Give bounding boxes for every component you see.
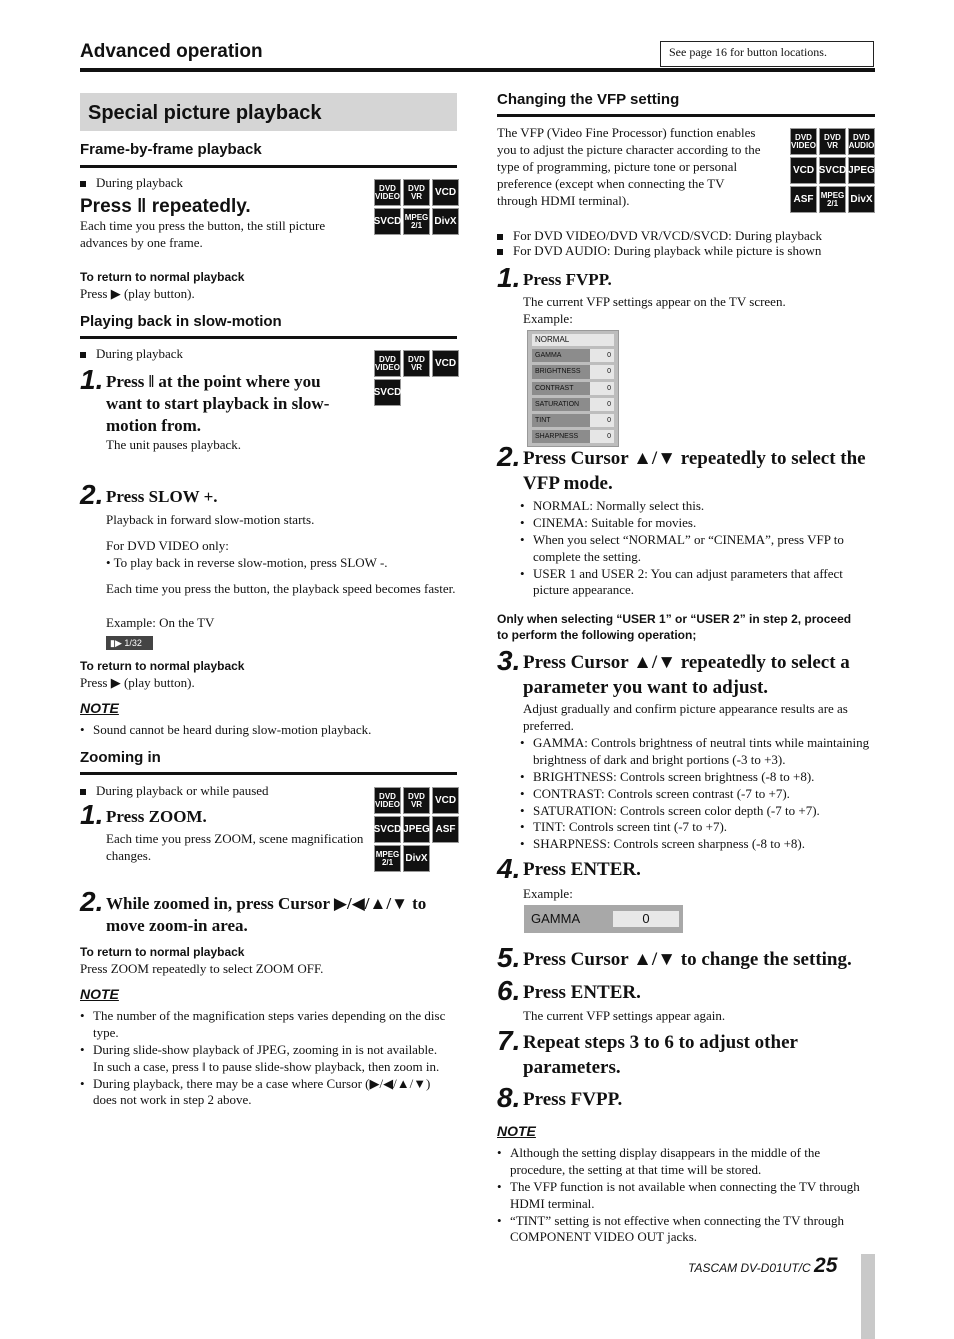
vfp-condition-1: For DVD VIDEO/DVD VR/VCD/SVCD: During playback — [497, 228, 822, 245]
vfp-note-heading: NOTE — [497, 1123, 536, 1139]
frame-return-text: Press ▶ (play button). — [80, 286, 195, 301]
disc-badge: MPEG 2/1 — [819, 186, 846, 213]
disc-badge: DVD VR — [403, 350, 430, 377]
disc-badge: DVD VIDEO — [374, 350, 401, 377]
vfp-intro: The VFP (Video Fine Processor) function enables you to adjust the picture character according to the type of programming, picture tone or personal preference (except when connecting the TV through HDMI terminal). — [497, 125, 761, 208]
disc-badge: DVD VR — [403, 179, 430, 206]
vfp-rule — [497, 114, 875, 117]
vfp-step2-item: • USER 1 and USER 2: You can adjust parameters that affect picture appearance. — [520, 566, 876, 600]
zoom-note-item: • The number of the magnification steps varies depending on the disc type. — [80, 1008, 450, 1042]
page-number: 25 — [814, 1254, 838, 1277]
vfp-step4-number: 4. — [497, 853, 521, 884]
page-edge-tab — [861, 1254, 875, 1339]
zoom-note-item: • During slide-show playback of JPEG, zooming in is not available. In such a case, press ‖ to pause slide-show playback, then zoom in. — [80, 1042, 450, 1076]
vfp-row-label: GAMMA — [532, 349, 590, 362]
disc-badge: VCD — [432, 179, 459, 206]
disc-badge: DVD VR — [403, 787, 430, 814]
slow-reverse: • To play back in reverse slow-motion, press SLOW -. — [106, 555, 388, 570]
vfp-only-when: Only when selecting “USER 1” or “USER 2” in step 2, proceed to perform the following operation; — [497, 612, 852, 642]
slow-heading: Playing back in slow-motion — [80, 313, 282, 330]
frame-desc: Each time you press the button, the still picture advances by one frame. — [80, 218, 326, 250]
disc-badge: ASF — [432, 816, 459, 843]
frame-rule — [80, 165, 457, 168]
disc-badge: VCD — [432, 787, 459, 814]
vfp-step1-text: Press FVPP. — [523, 270, 612, 289]
vfp-step2-list — [520, 498, 876, 599]
vfp-step5-text: Press Cursor ▲/▼ to change the setting. — [523, 949, 852, 970]
vfp-row — [532, 382, 614, 395]
frame-press: Press ‖ repeatedly. — [80, 196, 251, 217]
slow-motion-indicator: ▮▶ 1/32 — [106, 636, 153, 650]
vfp-row — [532, 349, 614, 362]
slow-note-item: • Sound cannot be heard during slow-motion playback. — [80, 722, 457, 739]
disc-badge: SVCD — [374, 379, 401, 406]
vfp-note-item: • Although the setting display disappears in the middle of the procedure, the setting at that time will be stored. — [497, 1145, 867, 1179]
slow-step1-text: Press ‖ at the point where you want to start playback in slow-motion from. — [106, 372, 330, 436]
disc-badge: DVD VIDEO — [790, 128, 817, 155]
slow-return-text: Press ▶ (play button). — [80, 675, 195, 690]
vfp-row — [532, 365, 614, 378]
frame-heading: Frame-by-frame playback — [80, 141, 262, 158]
vfp-note-item: • The VFP function is not available when connecting the TV through HDMI terminal. — [497, 1179, 867, 1213]
vfp-disc-badges — [790, 128, 875, 213]
zoom-step2-number: 2. — [80, 886, 104, 917]
vfp-step2-item: • When you select “NORMAL” or “CINEMA”, press VFP to complete the setting. — [520, 532, 876, 566]
zoom-heading: Zooming in — [80, 749, 161, 766]
vfp-row-value: 0 — [590, 382, 614, 395]
zoom-return-text: Press ZOOM repeatedly to select ZOOM OFF. — [80, 961, 324, 976]
disc-badge: DivX — [403, 845, 430, 872]
button-location-note: See page 16 for button locations. — [660, 41, 874, 67]
vfp-step2-item: • CINEMA: Suitable for movies. — [520, 515, 876, 532]
vfp-mode-label: NORMAL — [532, 334, 614, 346]
vfp-row-value: 0 — [590, 414, 614, 427]
vfp-step7-number: 7. — [497, 1025, 521, 1056]
vfp-note-item: • “TINT” setting is not effective when connecting the TV through COMPONENT VIDEO OUT jacks. — [497, 1213, 867, 1247]
frame-disc-badges — [374, 179, 459, 235]
disc-badge: MPEG 2/1 — [374, 845, 401, 872]
vfp-step7-text: Repeat steps 3 to 6 to adjust other parameters. — [523, 1032, 798, 1078]
vfp-row-label: BRIGHTNESS — [532, 365, 590, 378]
vfp-row-value: 0 — [590, 349, 614, 362]
zoom-step1-text: Press ZOOM. — [106, 807, 207, 826]
disc-badge: MPEG 2/1 — [403, 208, 430, 235]
disc-badge: JPEG — [848, 157, 875, 184]
vfp-step2-number: 2. — [497, 441, 521, 472]
vfp-step8-text: Press FVPP. — [523, 1089, 623, 1110]
disc-badge: JPEG — [403, 816, 430, 843]
vfp-step3-desc: Adjust gradually and confirm picture appearance results are as preferred. — [523, 701, 848, 733]
vfp-step6-desc: The current VFP settings appear again. — [523, 1008, 726, 1023]
vfp-settings-panel — [527, 330, 619, 447]
vfp-step3-item: • GAMMA: Controls brightness of neutral tints while maintaining brightness of dark and bright portions (-3 to +3). — [520, 735, 876, 769]
zoom-return-heading: To return to normal playback — [80, 945, 245, 959]
vfp-row-value: 0 — [590, 430, 614, 443]
vfp-step3-item: • CONTRAST: Controls screen contrast (-7 to +7). — [520, 786, 876, 803]
vfp-row-label: TINT — [532, 414, 590, 427]
vfp-row — [532, 430, 614, 443]
page-footer — [688, 1252, 837, 1279]
vfp-step1-number: 1. — [497, 262, 521, 293]
disc-badge: VCD — [432, 350, 459, 377]
disc-badge: SVCD — [374, 208, 401, 235]
slow-note-list — [80, 722, 457, 739]
vfp-step4-example: Example: — [523, 886, 573, 901]
vfp-step6-text: Press ENTER. — [523, 982, 641, 1003]
zoom-note-list — [80, 1008, 450, 1109]
footer-brand: TASCAM DV-D01UT/C — [688, 1261, 811, 1275]
disc-badge: DivX — [432, 208, 459, 235]
vfp-step3-item: • BRIGHTNESS: Controls screen brightness (-8 to +8). — [520, 769, 876, 786]
slow-speed: Each time you press the button, the playback speed becomes faster. — [106, 581, 456, 596]
disc-badge: VCD — [790, 157, 817, 184]
vfp-step8-number: 8. — [497, 1082, 521, 1113]
vfp-step6-number: 6. — [497, 975, 521, 1006]
disc-badge: DVD AUDIO — [848, 128, 875, 155]
vfp-step1-desc: The current VFP settings appear on the TV screen. — [523, 294, 786, 309]
vfp-condition-2: For DVD AUDIO: During playback while picture is shown — [497, 243, 821, 260]
gamma-setting-display — [524, 905, 683, 933]
slow-rule — [80, 336, 457, 339]
vfp-note-list — [497, 1145, 867, 1246]
vfp-step1-example: Example: — [523, 311, 573, 326]
frame-condition: During playback — [80, 175, 183, 192]
disc-badge: SVCD — [819, 157, 846, 184]
zoom-disc-badges — [374, 787, 459, 872]
slow-step1-desc: The unit pauses playback. — [106, 437, 242, 452]
zoom-note-item: • During playback, there may be a case where Cursor (▶/◀/▲/▼) does not work in step 2 above. — [80, 1076, 450, 1110]
disc-badge: DVD VR — [819, 128, 846, 155]
gamma-value: 0 — [613, 911, 679, 927]
section-title: Advanced operation — [80, 41, 263, 62]
zoom-step1-desc: Each time you press ZOOM, scene magnification changes. — [106, 831, 364, 863]
vfp-step4-text: Press ENTER. — [523, 859, 641, 880]
vfp-step3-list — [520, 735, 876, 853]
zoom-note-heading: NOTE — [80, 986, 119, 1002]
vfp-row-value: 0 — [590, 365, 614, 378]
vfp-step2-item: • NORMAL: Normally select this. — [520, 498, 876, 515]
gamma-label: GAMMA — [531, 910, 581, 926]
slow-return-heading: To return to normal playback — [80, 659, 245, 673]
disc-badge: ASF — [790, 186, 817, 213]
vfp-step3-item: • SHARPNESS: Controls screen sharpness (-8 to +8). — [520, 836, 876, 853]
zoom-condition: During playback or while paused — [80, 783, 269, 800]
zoom-rule — [80, 772, 457, 775]
vfp-row-label: SHARPNESS — [532, 430, 590, 443]
vfp-heading: Changing the VFP setting — [497, 91, 680, 108]
slow-step2-number: 2. — [80, 479, 104, 510]
slow-step2-text: Press SLOW +. — [106, 487, 218, 506]
slow-note-heading: NOTE — [80, 700, 119, 716]
disc-badge: DVD VIDEO — [374, 179, 401, 206]
disc-badge: DVD VIDEO — [374, 787, 401, 814]
slow-step2-desc: Playback in forward slow-motion starts. — [106, 512, 315, 527]
vfp-row-label: CONTRAST — [532, 382, 590, 395]
slow-disc-badges — [374, 350, 459, 406]
vfp-row-value: 0 — [590, 398, 614, 411]
slow-condition: During playback — [80, 346, 183, 363]
frame-return-heading: To return to normal playback — [80, 270, 245, 284]
slow-example: Example: On the TV — [106, 615, 215, 630]
vfp-row — [532, 398, 614, 411]
vfp-step3-number: 3. — [497, 645, 521, 676]
vfp-row-label: SATURATION — [532, 398, 590, 411]
vfp-row — [532, 414, 614, 427]
vfp-step3-item: • SATURATION: Controls screen color depth (-7 to +7). — [520, 803, 876, 820]
vfp-step5-number: 5. — [497, 942, 521, 973]
vfp-step2-text: Press Cursor ▲/▼ repeatedly to select the VFP mode. — [523, 448, 866, 494]
disc-badge: DivX — [848, 186, 875, 213]
disc-badge: SVCD — [374, 816, 401, 843]
zoom-step1-number: 1. — [80, 799, 104, 830]
zoom-step2-text: While zoomed in, press Cursor ▶/◀/▲/▼ to move zoom-in area. — [106, 894, 427, 936]
header-rule — [80, 68, 875, 72]
vfp-step3-item: • TINT: Controls screen tint (-7 to +7). — [520, 819, 876, 836]
page-title: Special picture playback — [80, 93, 457, 131]
slow-step1-number: 1. — [80, 364, 104, 395]
slow-dvd-only: For DVD VIDEO only: — [106, 538, 229, 553]
vfp-step3-text: Press Cursor ▲/▼ repeatedly to select a parameter you want to adjust. — [523, 652, 850, 698]
